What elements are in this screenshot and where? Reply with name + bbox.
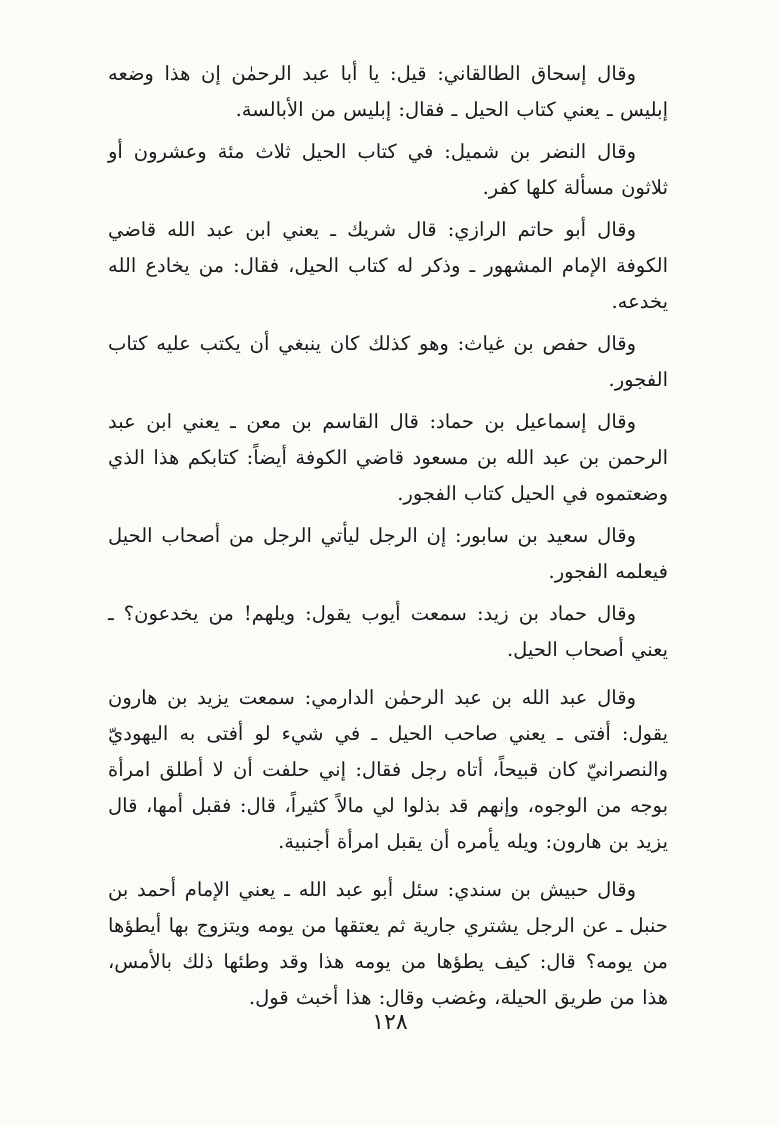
paragraph-said-ibn-sabur: وقال سعيد بن سابور: إن الرجل ليأتي الرجل من أصحاب الحيل فيعلمه الفجور.: [108, 524, 668, 583]
paragraph-nadr-ibn-shumayl: وقال النضر بن شميل: في كتاب الحيل ثلاث مئة وعشرون أو ثلاثون مسألة كلها كفر.: [108, 140, 668, 199]
paragraph-ishaq-altalaqani: وقال إسحاق الطالقاني: قيل: يا أبا عبد الرحمٰن إن هذا وضعه إبليس ـ يعني كتاب الحيل ـ فقال: إبليس من الأبالسة.: [108, 62, 668, 121]
paragraph-hubaysh-ibn-sindi: وقال حبيش بن سندي: سئل أبو عبد الله ـ يعني الإمام أحمد بن حنبل ـ عن الرجل يشتري جارية ثم يعتقها من يومه ويتزوج بها أيطؤها من يومه؟ قال: كيف يطؤها من يومه هذا وقد وطئها ذلك بالأمس، هذا من طريق الحيلة، وغضب وقال: هذا أخبث قول.: [108, 878, 668, 1009]
paragraph-hafs-ibn-ghiyath: وقال حفص بن غياث: وهو كذلك كان ينبغي أن يكتب عليه كتاب الفجور.: [108, 332, 668, 391]
paragraph-ismail-ibn-hammad: وقال إسماعيل بن حماد: قال القاسم بن معن ـ يعني ابن عبد الرحمن بن عبد الله بن مسعود قاضي الكوفة أيضاً: كتابكم هذا الذي وضعتموه في الحيل كتاب الفجور.: [108, 410, 668, 505]
page-body: [108, 56, 668, 1022]
paragraph-hammad-ibn-zayd: وقال حماد بن زيد: سمعت أيوب يقول: ويلهم! من يخدعون؟ ـ يعني أصحاب الحيل.: [108, 602, 668, 661]
paragraph-abdullah-aldarimi: وقال عبد الله بن عبد الرحمٰن الدارمي: سمعت يزيد بن هارون يقول: أفتى ـ يعني صاحب الحيل ـ في شيء لو أفتى به اليهوديّ والنصرانيّ كان قبيحاً، أتاه رجل فقال: إني حلفت أن لا أطلق امرأة بوجه من الوجوه، وإنهم قد بذلوا لي مالاً كثيراً، قال: فقبل أمها، قال يزيد بن هارون: ويله يأمره أن يقبل امرأة أجنبية.: [108, 686, 668, 853]
paragraph-abu-hatim-alrazi: وقال أبو حاتم الرازي: قال شريك ـ يعني ابن عبد الله قاضي الكوفة الإمام المشهور ـ وذكر له كتاب الحيل، فقال: من يخادع الله يخدعه.: [108, 218, 668, 313]
page-number: ١٢٨: [372, 1010, 408, 1035]
